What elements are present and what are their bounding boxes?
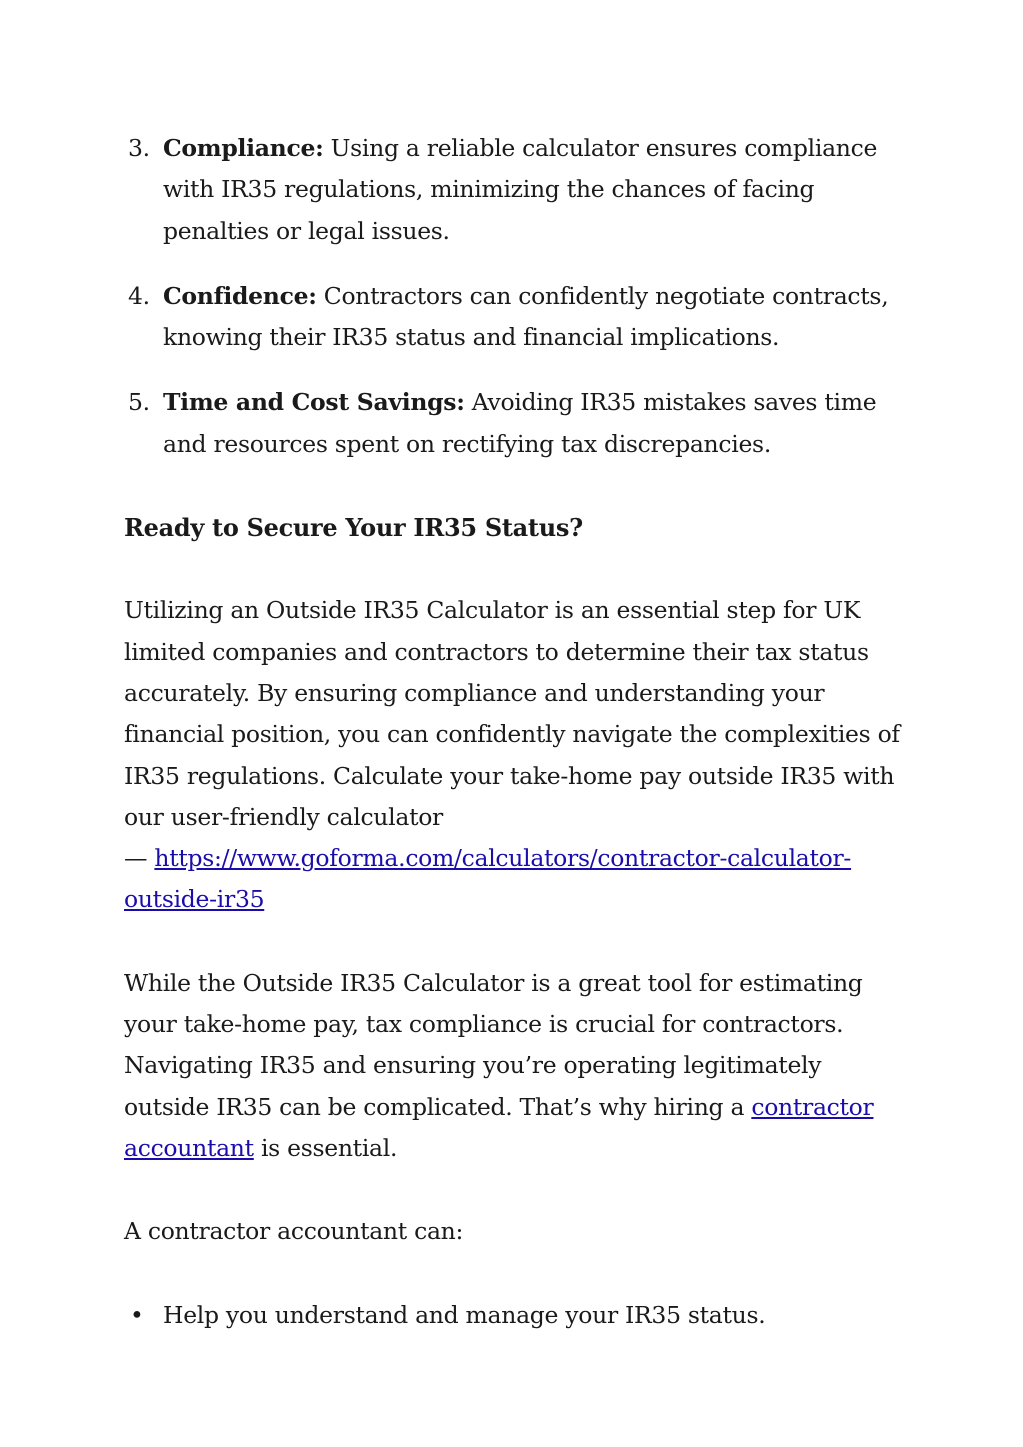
list-item-text: Help you understand and manage your IR35 status. bbox=[163, 1300, 766, 1329]
document-page bbox=[124, 128, 904, 1336]
list-item bbox=[124, 1295, 904, 1336]
benefit-text: Avoiding IR35 mistakes saves time and resources spent on rectifying tax discrepancies. bbox=[163, 388, 877, 458]
paragraph-text: Utilizing an Outside IR35 Calculator is an essential step for UK limited companies and contractors to determine their tax status accurately. By ensuring compliance and understanding your financial position, you can confidently navigate the complexities of IR35 regulations. Calculate your take-home pay outside IR35 with our user-friendly calculator bbox=[124, 596, 900, 831]
em-dash: — bbox=[124, 844, 155, 873]
benefit-title: Confidence: bbox=[163, 281, 317, 310]
paragraph-compliance bbox=[124, 963, 904, 1169]
section-heading: Ready to Secure Your IR35 Status? bbox=[124, 513, 583, 543]
benefit-title: Time and Cost Savings: bbox=[163, 388, 465, 417]
paragraph-text-end: is essential. bbox=[253, 1133, 398, 1162]
benefit-text: Using a reliable calculator ensures compliance with IR35 regulations, minimizing the chances of facing penalties or legal issues. bbox=[163, 134, 878, 245]
paragraph-calculator bbox=[124, 590, 904, 920]
accountant-help-list bbox=[124, 1295, 904, 1336]
paragraph-text: While the Outside IR35 Calculator is a great tool for estimating your take-home pay, tax compliance is crucial for contractors. Navigating IR35 and ensuring you’re operating legitimately outside IR35 can be complicated. That’s why hiring a bbox=[124, 968, 863, 1121]
paragraph-accountant-intro: A contractor accountant can: bbox=[124, 1217, 464, 1246]
list-number: 4. bbox=[128, 281, 150, 310]
list-number: 3. bbox=[128, 134, 150, 162]
benefit-text: Contractors can confidently negotiate contracts, knowing their IR35 status and financial implications. bbox=[163, 281, 889, 352]
bullet-icon: • bbox=[130, 1300, 144, 1329]
contractor-accountant-link[interactable]: contractor accountant bbox=[124, 1092, 874, 1162]
benefit-title: Compliance: bbox=[163, 134, 324, 162]
list-item bbox=[124, 276, 904, 359]
benefits-list bbox=[124, 128, 904, 465]
calculator-link[interactable]: https://www.goforma.com/calculators/contractor-calculator-outside-ir35 bbox=[124, 844, 852, 914]
list-item bbox=[124, 382, 904, 465]
list-number: 5. bbox=[128, 388, 150, 417]
list-item bbox=[124, 128, 904, 252]
